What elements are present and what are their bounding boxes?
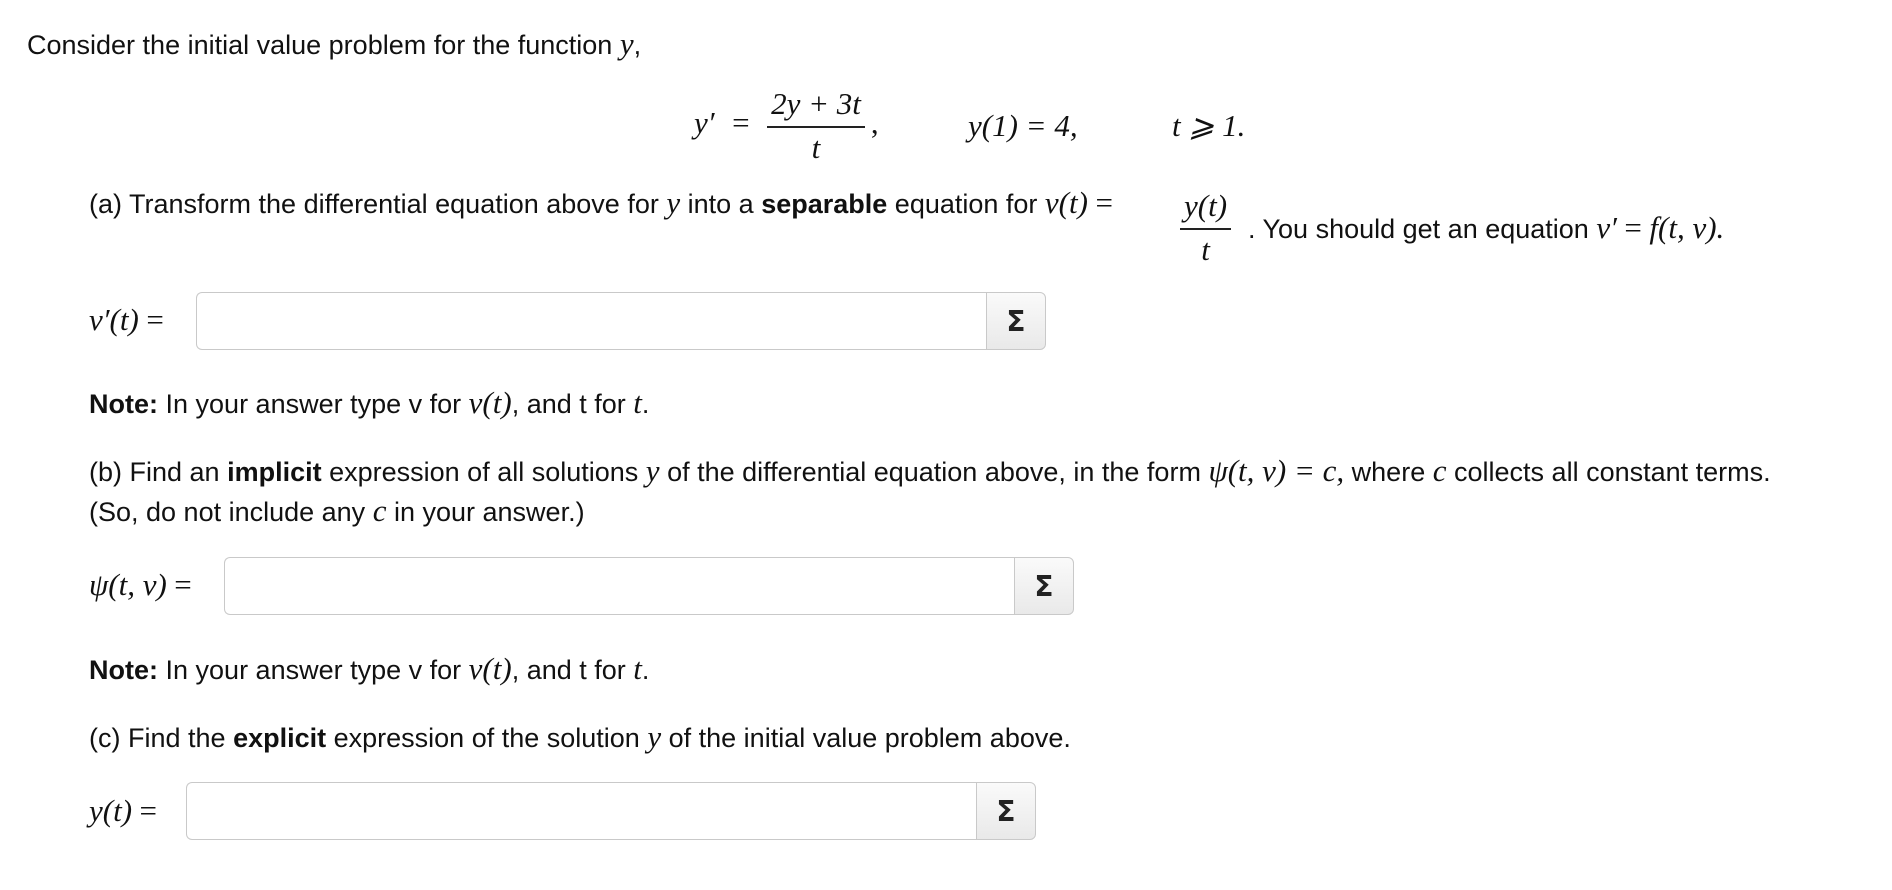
part-c-suffix: of the initial value problem above. bbox=[668, 723, 1071, 753]
part-c-prefix: (c) Find the bbox=[89, 723, 226, 753]
part-b-var-y: y bbox=[645, 453, 660, 488]
part-b-label: ψ(t, v) bbox=[89, 567, 167, 602]
part-b-prefix: (b) Find an bbox=[89, 457, 220, 487]
part-b-c: c bbox=[1432, 453, 1447, 488]
part-b-suffix: collects all constant terms. bbox=[1454, 457, 1771, 487]
ivp-denominator: t bbox=[811, 130, 821, 165]
part-a-answer-input[interactable] bbox=[196, 292, 986, 350]
part-a-bold: separable bbox=[761, 189, 888, 219]
part-a-fraction bbox=[1180, 188, 1231, 268]
part-a-prefix: (a) Transform the differential equation above for bbox=[89, 189, 659, 219]
part-a-v-prime: v′ bbox=[1596, 210, 1617, 245]
part-a-label: v′(t) bbox=[89, 302, 139, 337]
part-b-prompt bbox=[89, 453, 1771, 489]
note-a-period: . bbox=[641, 389, 650, 419]
part-a-frac-den: t bbox=[1201, 232, 1210, 267]
note-a-v-of-t: v(t) bbox=[468, 385, 512, 420]
part-b-bold: implicit bbox=[227, 457, 322, 487]
sigma-icon: Σ bbox=[1034, 569, 1054, 603]
part-a-equals: = bbox=[1095, 185, 1113, 220]
intro-comma: , bbox=[633, 30, 642, 60]
intro-text bbox=[27, 26, 641, 62]
ivp-fraction bbox=[767, 86, 865, 166]
part-a-mid1: into a bbox=[687, 189, 754, 219]
note-a-t: t bbox=[633, 385, 642, 420]
intro-label: Consider the initial value problem for the function bbox=[27, 30, 613, 60]
sigma-icon: Σ bbox=[996, 794, 1016, 828]
part-c-mid: expression of the solution bbox=[333, 723, 640, 753]
sigma-icon: Σ bbox=[1006, 304, 1026, 338]
note-a-bold: Note: bbox=[89, 389, 158, 419]
ivp-lhs: y′ bbox=[694, 105, 715, 141]
part-a-prompt bbox=[89, 185, 1113, 221]
part-b-answer-input[interactable] bbox=[224, 557, 1014, 615]
note-b-text2: , and t for bbox=[511, 655, 626, 685]
part-c-bold: explicit bbox=[233, 723, 327, 753]
part-c-prompt bbox=[89, 719, 1071, 755]
ivp-equals: = bbox=[732, 105, 750, 141]
part-b-line2-c: c bbox=[372, 493, 387, 528]
note-a-text1: In your answer type v for bbox=[165, 389, 462, 419]
part-b-mid3: where bbox=[1351, 457, 1426, 487]
intro-var-y: y bbox=[619, 26, 634, 61]
part-b-mid1: expression of all solutions bbox=[329, 457, 639, 487]
note-a-text2: , and t for bbox=[511, 389, 626, 419]
part-b-mid2: of the differential equation above, in the form bbox=[667, 457, 1201, 487]
part-b-psi-expr: ψ(t, v) = c, bbox=[1208, 453, 1345, 488]
note-b-text1: In your answer type v for bbox=[165, 655, 462, 685]
part-c-label-eq: = bbox=[139, 793, 158, 828]
part-b-equation-editor-button[interactable] bbox=[1014, 557, 1074, 615]
part-b-line2 bbox=[89, 493, 585, 529]
ivp-domain: t ⩾ 1. bbox=[1172, 108, 1246, 143]
part-a-frac bbox=[1180, 188, 1231, 268]
part-b-line2-suffix: in your answer.) bbox=[393, 497, 585, 527]
part-c-answer-group bbox=[186, 782, 1036, 840]
part-c-label: y(t) bbox=[89, 793, 133, 828]
part-a-suffix: . You should get an equation bbox=[1248, 214, 1589, 244]
part-a-answer-label bbox=[89, 302, 164, 338]
part-a-eq2: = bbox=[1624, 210, 1642, 245]
part-c-answer-label bbox=[89, 793, 157, 829]
part-a-var-y: y bbox=[666, 185, 681, 220]
part-a-label-eq: = bbox=[146, 302, 164, 337]
ivp-numerator: 2y + 3t bbox=[767, 86, 865, 128]
note-b bbox=[89, 651, 649, 687]
note-a bbox=[89, 385, 649, 421]
part-b-label-eq: = bbox=[174, 567, 192, 602]
part-a-v-of-t: v(t) bbox=[1044, 185, 1088, 220]
part-b-answer-label bbox=[89, 567, 192, 603]
part-b-answer-group bbox=[224, 557, 1074, 615]
part-c-var-y: y bbox=[647, 719, 662, 754]
part-a-frac-num: y(t) bbox=[1180, 188, 1231, 230]
note-b-v-of-t: v(t) bbox=[468, 651, 512, 686]
part-c-equation-editor-button[interactable] bbox=[976, 782, 1036, 840]
ivp-sep: , bbox=[870, 105, 879, 141]
part-a-answer-group bbox=[196, 292, 1046, 350]
part-b-line2-prefix: (So, do not include any bbox=[89, 497, 366, 527]
ivp-initial-condition: y(1) = 4, bbox=[968, 108, 1078, 143]
ivp-equation bbox=[694, 86, 879, 166]
part-a-f-expr: f(t, v). bbox=[1649, 210, 1725, 245]
part-a-equation-editor-button[interactable] bbox=[986, 292, 1046, 350]
part-a-mid2: equation for bbox=[894, 189, 1038, 219]
part-a-suffix-line bbox=[1248, 210, 1724, 246]
note-b-t: t bbox=[633, 651, 642, 686]
note-b-period: . bbox=[641, 655, 650, 685]
note-b-bold: Note: bbox=[89, 655, 158, 685]
part-c-answer-input[interactable] bbox=[186, 782, 976, 840]
